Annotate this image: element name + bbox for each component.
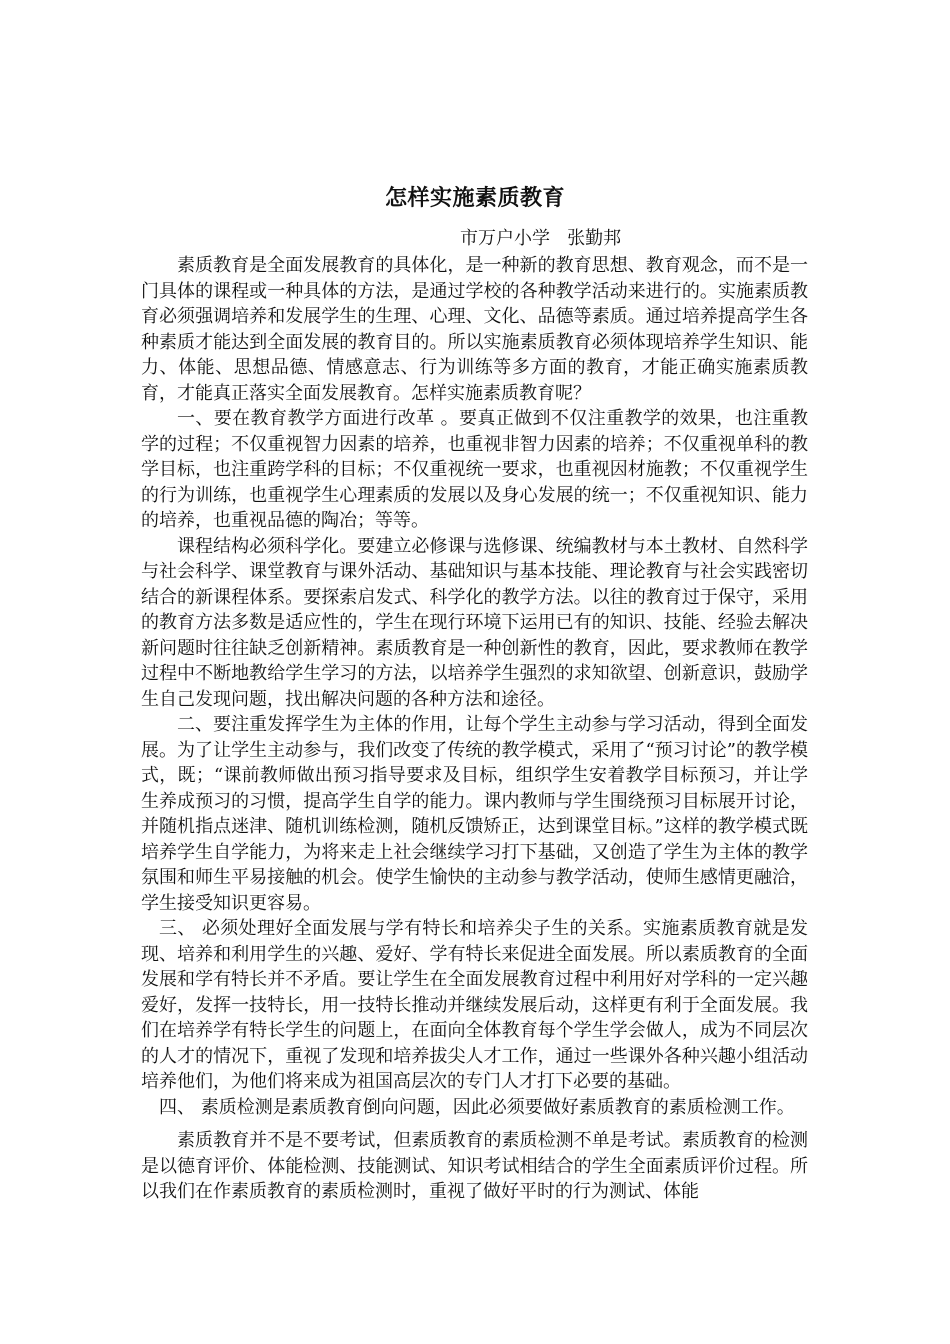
paragraph-section-4: 四、 素质检测是素质教育倒向问题，因此必须要做好素质教育的素质检测工作。	[159, 1096, 795, 1118]
paragraph-curriculum: 课程结构必须科学化。要建立必修课与选修课、统编教材与本土教材、自然科学与社会科学、课堂教育与课外活动、基础知识与基本技能、理论教育与社会实践密切结合的新课程体系。要探索启发式、科学化的教学方法。以往的教育过于保守，采用的教育方法多数是适应性的，学生在现行环境下运用已有的知识、技能、经验去解决新问题时往往缺乏创新精神。素质教育是一种创新性的教育，因此，要求教师在教学过程中不断地教给学生学习的方法，以培养学生强烈的求知欲望、创新意识，鼓励学生自己发现问题，找出解决问题的各种方法和途径。	[141, 535, 808, 710]
paragraph-assessment: 素质教育并不是不要考试，但素质教育的素质检测不单是考试。素质教育的检测是以德育评价、体能检测、技能测试、知识考试相结合的学生全面素质评价过程。所以我们在作素质教育的素质检测时，重视了做好平时的行为测试、体能	[141, 1130, 808, 1202]
paragraph-section-3: 三、 必须处理好全面发展与学有特长和培养尖子生的关系。实施素质教育就是发现、培养和利用学生的兴趣、爱好、学有特长来促进全面发展。所以素质教育的全面发展和学有特长并不矛盾。要让学生在全面发展教育过程中利用好对学科的一定兴趣爱好，发挥一技特长，用一技特长推动并继续发展后动，这样更有利于全面发展。我们在培养学有特长学生的问题上，在面向全体教育每个学生学会做人，成为不同层次的人才的情况下，重视了发现和培养拔尖人才工作，通过一些课外各种兴趣小组活动培养他们，为他们将来成为祖国高层次的专门人才打下必要的基础。	[141, 918, 808, 1092]
document-body	[141, 253, 808, 1205]
document-title: 怎样实施素质教育	[384, 186, 565, 211]
paragraph-section-1: 一、要在教育教学方面进行改革 。要真正做到不仅注重教学的效果，也注重教学的过程；不仅重视智力因素的培养，也重视非智力因素的培养；不仅重视单科的教学目标，也注重跨学科的目标；不仅重视统一要求，也重视因材施教；不仅重视学生的行为训练，也重视学生心理素质的发展以及身心发展的统一；不仅重视知识、能力的培养，也重视品德的陶冶；等等。	[141, 408, 808, 531]
paragraph-section-2: 二、要注重发挥学生为主体的作用，让每个学生主动参与学习活动，得到全面发展。为了让学生主动参与，我们改变了传统的教学模式，采用了“预习讨论”的教学模式，既；“课前教师做出预习指导要求及目标，组织学生安着教学目标预习，并让学生养成预习的习惯，提高学生自学的能力。课内教师与学生围绕预习目标展开讨论，并随机指点迷津、随机训练检测，随机反馈矫正，达到课堂目标。”这样的教学模式既培养学生自学能力，为将来走上社会继续学习打下基础，又创造了学生为主体的教学氛围和师生平易接触的机会。使学生愉快的主动参与教学活动，使师生感情更融洽，学生接受知识更容易。	[141, 714, 808, 914]
paragraph-intro: 素质教育是全面发展教育的具体化，是一种新的教育思想、教育观念，而不是一门具体的课程或一种具体的方法，是通过学校的各种教学活动来进行的。实施素质教育必须强调培养和发展学生的生理、心理、文化、品德等素质。通过培养提高学生各种素质才能达到全面发展的教育目的。所以实施素质教育必须体现培养学生知识、能力、体能、思想品德、情感意志、行为训练等多方面的教育，才能正确实施素质教育，才能真正落实全面发展教育。怎样实施素质教育呢？	[141, 255, 808, 404]
author-byline: 市万户小学 张勤邦	[460, 228, 622, 249]
